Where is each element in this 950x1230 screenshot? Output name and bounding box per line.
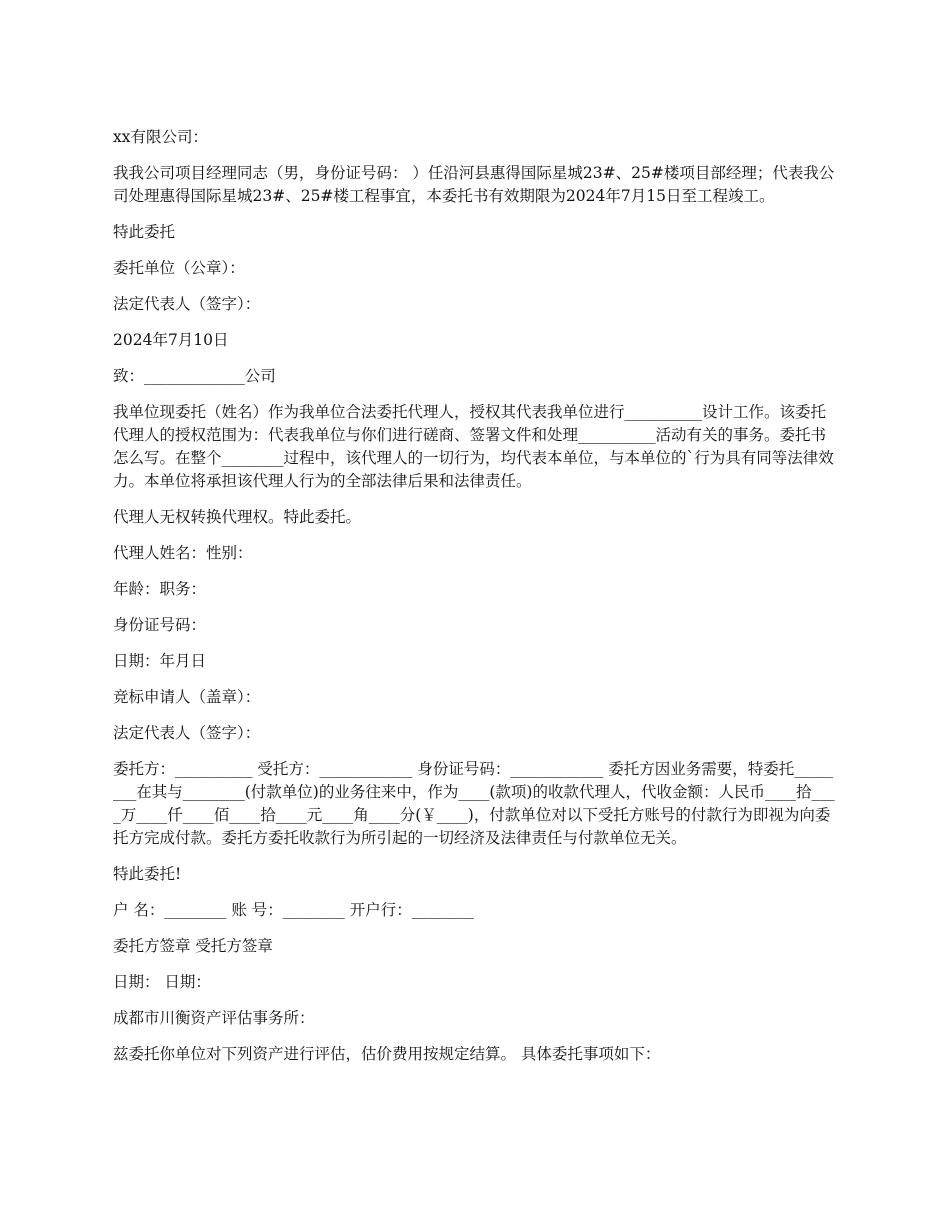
bidder-seal: 竞标申请人（盖章）： — [113, 688, 261, 706]
addressee-company: xx有限公司： — [113, 128, 208, 146]
collection-agency-paragraph: 委托方：__________ 受托方：____________ 身份证号码：____________ 委托方因业务需要，特委托________在其与________(付款单位)的业务往来中，作为____(款项)的收款代理人，代收金额：人民币____拾____万____仟____佰____拾____元____角____分(￥____)，付款单位对以下受托方账号的付款行为即视为向委托方完成付款。委托方委托收款行为所引起的一切经济及法律责任与付款单位无关。 — [113, 760, 835, 847]
agent-authorization-paragraph: 我单位现委托（姓名）作为我单位合法委托代理人，授权其代表我单位进行__________设计工作。该委托代理人的授权范围为：代表我单位与你们进行磋商、签署文件和处理__________活动有关的事务。委托书怎么写。在整个________过程中，该代理人的一切行为，均代表本单位，与本单位的`行为具有同等法律效力。本单位将承担该代理人行为的全部法律后果和法律责任。 — [113, 403, 834, 490]
account-info-line: 户 名：________ 账 号：________ 开户行：________ — [113, 901, 474, 919]
document-date: 2024年7月10日 — [113, 331, 229, 349]
entrusting-unit-seal: 委托单位（公章）： — [113, 259, 245, 277]
authorization-paragraph: 我我公司项目经理同志（男，身份证号码： ）任沿河县惠得国际星城23#、25#楼项目部经理；代表我公司处理惠得国际星城23#、25#楼工程事宜，本委托书有效期限为2024年7月15日至工程竣工。 — [113, 164, 835, 205]
legal-representative-signature: 法定代表人（签字）： — [113, 295, 261, 313]
no-transfer-statement: 代理人无权转换代理权。特此委托。 — [113, 508, 362, 526]
to-company-line: 致：_____________公司 — [113, 367, 276, 385]
appraisal-request-paragraph: 兹委托你单位对下列资产进行评估，估价费用按规定结算。 具体委托事项如下： — [113, 1045, 661, 1063]
hereby-entrust-text-2: 特此委托! — [113, 865, 182, 883]
age-position: 年龄：职务： — [113, 580, 207, 598]
id-number-field: 身份证号码： — [113, 616, 207, 634]
document-body — [113, 126, 837, 1079]
dates-line: 日期： 日期： — [113, 973, 211, 991]
hereby-entrust-text: 特此委托 — [113, 223, 176, 241]
date-field: 日期：年月日 — [113, 652, 207, 670]
legal-representative-signature-2: 法定代表人（签字）： — [113, 724, 261, 742]
signatures-line: 委托方签章 受托方签章 — [113, 937, 273, 955]
appraisal-firm-addressee: 成都市川衡资产评估事务所： — [113, 1009, 315, 1027]
agent-name-gender: 代理人姓名：性别： — [113, 544, 253, 562]
